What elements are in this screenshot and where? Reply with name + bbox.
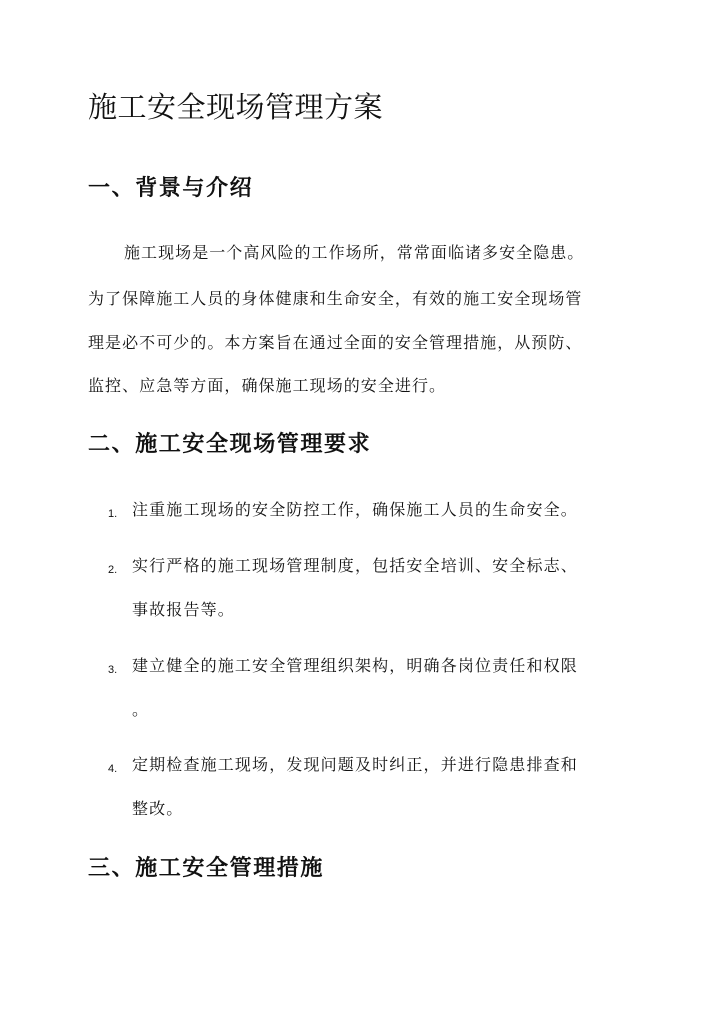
paragraph-line: 理是必不可少的。本方案旨在通过全面的安全管理措施，从预防、 — [88, 333, 583, 352]
list-item-number: 3. — [108, 664, 118, 676]
list-item-line: 。 — [132, 700, 150, 719]
section-heading-background: 一、背景与介绍 — [88, 175, 254, 201]
list-item-number: 4. — [108, 763, 118, 775]
list-item-number: 1. — [108, 508, 118, 520]
paragraph-line: 为了保障施工人员的身体健康和生命安全，有效的施工安全现场管 — [88, 289, 583, 308]
list-item-line: 建立健全的施工安全管理组织架构，明确各岗位责任和权限 — [132, 656, 578, 675]
list-item-line: 事故报告等。 — [132, 600, 235, 619]
list-item-number: 2. — [108, 564, 118, 576]
document-title: 施工安全现场管理方案 — [88, 90, 384, 124]
paragraph-line: 施工现场是一个高风险的工作场所，常常面临诸多安全隐患。 — [124, 243, 585, 262]
list-item-line: 定期检查施工现场，发现问题及时纠正，并进行隐患排查和 — [132, 755, 578, 774]
section-heading-measures: 三、施工安全管理措施 — [88, 855, 325, 881]
section-heading-requirements: 二、施工安全现场管理要求 — [88, 431, 372, 457]
list-item-line: 整改。 — [132, 799, 184, 818]
list-item-line: 实行严格的施工现场管理制度，包括安全培训、安全标志、 — [132, 556, 578, 575]
paragraph-line: 监控、应急等方面，确保施工现场的安全进行。 — [88, 376, 447, 395]
list-item-line: 注重施工现场的安全防控工作，确保施工人员的生命安全。 — [132, 500, 578, 519]
